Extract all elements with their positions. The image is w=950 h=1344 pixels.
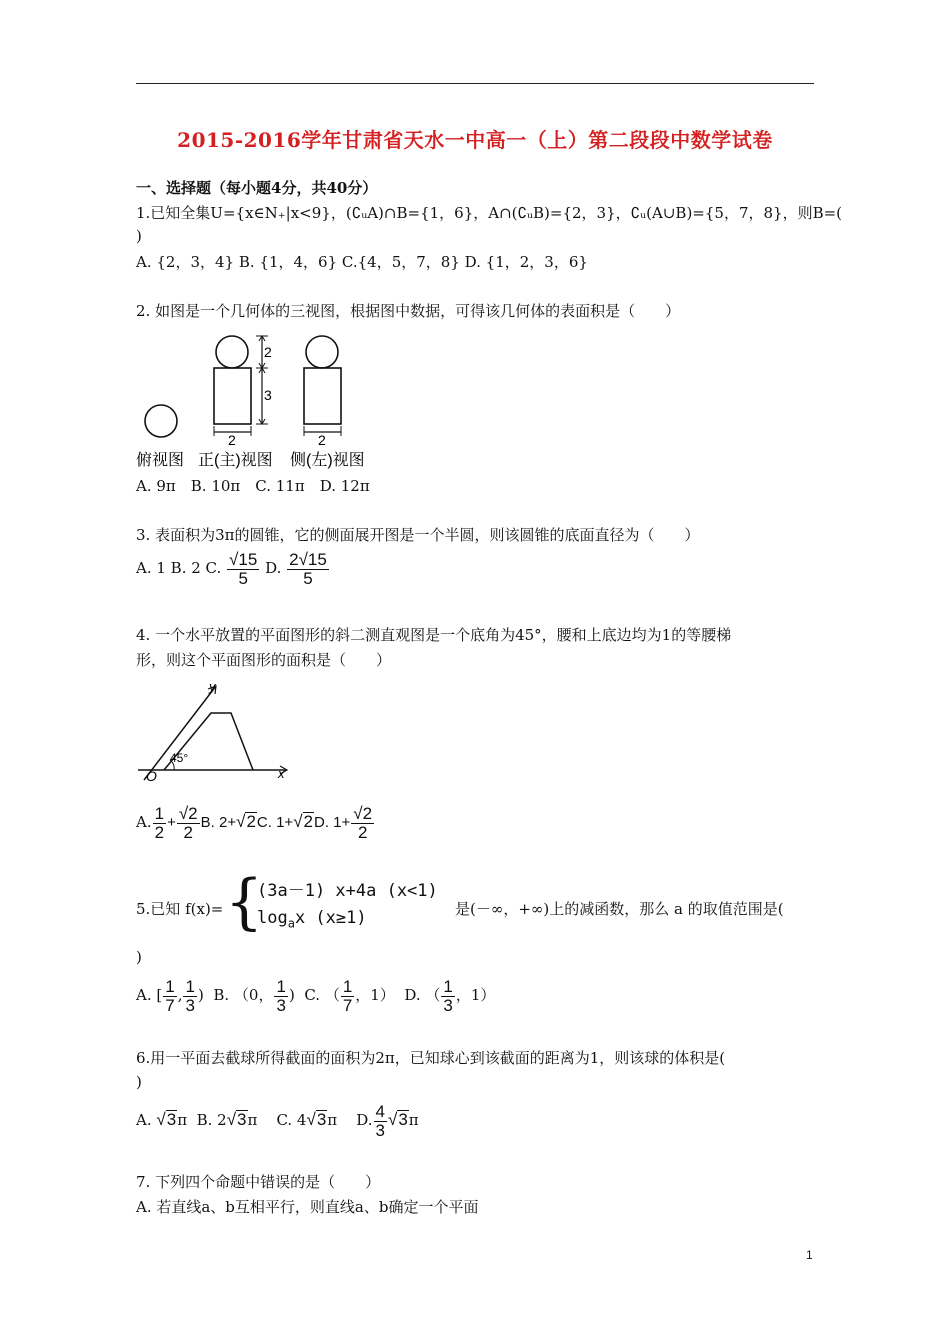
top-view-circle <box>145 405 177 437</box>
q4-options: A. $\frac{1}{2}$ + $\frac{√2}{2}$ B. 2+√2C. 1+√2D. 1+ $\frac{√2}{2}$ <box>136 803 373 842</box>
q5-stem: 是(－∞，+∞)上的减函数，那么 a 的取值范围是( <box>455 900 784 918</box>
q5-stem-end: ) <box>136 948 142 966</box>
q2-stem: 2. 如图是一个几何体的三视图，根据图中数据，可得该几何体的表面积是（ ） <box>136 302 681 320</box>
trapezoid-figure <box>136 680 296 785</box>
angle-label: 45° <box>170 751 189 765</box>
page-number: 1 <box>806 1248 813 1262</box>
q2-options: A. 9π B. 10π C. 11π D. 12π <box>136 477 370 495</box>
front-view-circle <box>216 336 248 368</box>
label-top-view: 俯视图 <box>136 452 185 469</box>
dim-side: 3 <box>264 387 272 403</box>
axis-y-label: y <box>209 680 216 694</box>
q6-stem-end: ) <box>136 1073 142 1091</box>
page-title: 2015-2016学年甘肃省天水一中高一（上）第二段段中数学试卷 <box>177 128 773 152</box>
dim-bottom-front: 2 <box>228 432 236 448</box>
q3-options: A. 1 B. 2 C. $\frac{√15}{5}$ D. $\frac{2√15}{5}$ <box>136 549 327 588</box>
front-view-rect <box>214 368 251 424</box>
q5-prefix: 5.已知 f(x)= <box>136 900 224 918</box>
q1-stem: 1.已知全集U={x∈N₊|x<9}，(∁ᵤA)∩B={1，6}，A∩(∁ᵤB)={2，3}，∁ᵤ(A∪B)={5，7，8}，则B=( <box>136 204 843 222</box>
q7-option-a: A. 若直线a、b互相平行，则直线a、b确定一个平面 <box>136 1198 479 1216</box>
q4-stem: 4. 一个水平放置的平面图形的斜二测直观图是一个底角为45°，腰和上底边均为1的等腰梯 <box>136 626 732 644</box>
header-rule <box>136 83 814 84</box>
dim-bottom-side: 2 <box>318 432 326 448</box>
q6-options: A. √3π B. 2√3π C. 4√3π D. $\frac{4}{3}$ √3π <box>136 1101 419 1140</box>
q5-options: A. [ $\frac{1}{7}$ , $\frac{1}{3}$ ) B. （0， $\frac{1}{3}$ ) C. （ $\frac{1}{7}$ ，1） D. （ $\frac{1}{3}$ ，1） <box>136 976 496 1015</box>
section-heading: 一、选择题（每小题4分，共40分） <box>136 179 378 197</box>
dim-top: 2 <box>264 344 272 360</box>
three-view-figure <box>132 328 382 473</box>
q4-stem-end: 形，则这个平面图形的面积是（ ） <box>136 651 392 669</box>
q7-stem: 7. 下列四个命题中错误的是（ ） <box>136 1173 381 1191</box>
origin-label: O <box>146 768 157 784</box>
side-view-circle <box>306 336 338 368</box>
q1-stem-end: ) <box>136 227 142 245</box>
q3-option-c-fraction: $\frac{√15}{5}$ <box>229 549 258 588</box>
y-axis <box>144 686 216 780</box>
label-side-view: 侧(左)视图 <box>290 452 365 469</box>
axis-x-label: x <box>278 766 285 781</box>
side-view-rect <box>304 368 341 424</box>
q6-stem: 6.用一平面去截球所得截面的面积为2π，已知球心到该截面的距离为1，则该球的体积是( <box>136 1049 726 1067</box>
q1-options: A. {2，3，4} B. {1，4，6} C.{4，5，7，8} D. {1，2，3，6} <box>136 253 588 271</box>
q3-stem: 3. 表面积为3π的圆锥，它的侧面展开图是一个半圆，则该圆锥的底面直径为（ ） <box>136 526 700 544</box>
q3-option-d-fraction: $\frac{2√15}{5}$ <box>289 549 327 588</box>
label-front-view: 正(主)视图 <box>198 452 273 469</box>
